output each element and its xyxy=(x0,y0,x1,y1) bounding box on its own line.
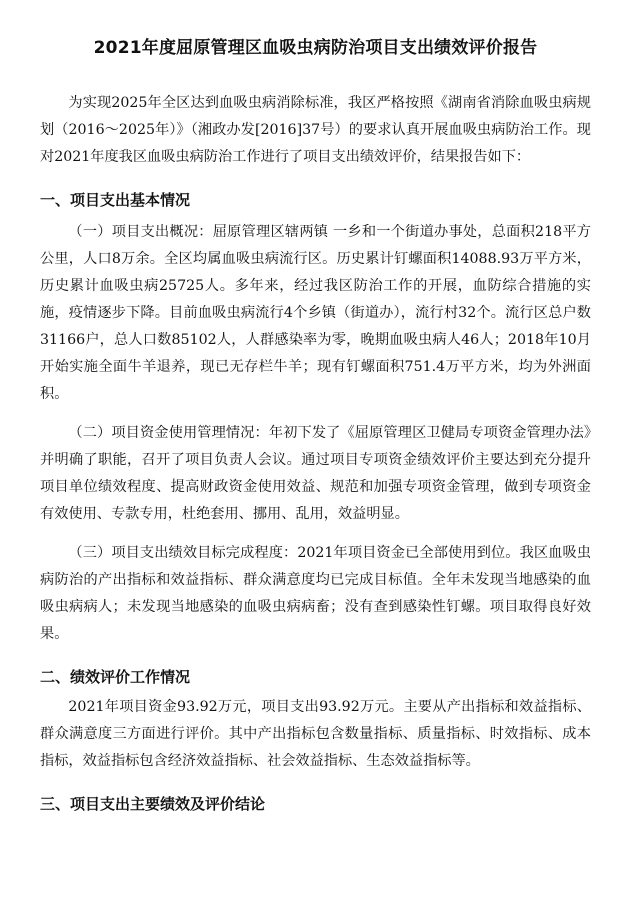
section-1-heading: 一、项目支出基本情况 xyxy=(40,191,191,209)
section-1-paragraph-2: （二）项目资金使用管理情况：年初下发了《屈原管理区卫健局专项资金管理办法》并明确了职能，召开了项目负责人会议。通过项目专项资金绩效评价主要达到充分提升项目单位绩效程度、提高财政资金使用效益、规范和加强专项资金管理，做到专项资金有效使用、专款专用，杜绝套用、挪用、乱用，效益明显。 xyxy=(40,425,591,522)
section-2-paragraph-1: 2021年项目资金93.92万元，项目支出93.92万元。主要从产出指标和效益指标、群众满意度三方面进行评价。其中产出指标包含数量指标、质量指标、时效指标、成本指标，效益指标包含经济效益指标、社会效益指标、生态效益指标等。 xyxy=(40,699,591,769)
section-1-paragraph-1: （一）项目支出概况：屈原管理区辖两镇 一乡和一个街道办事处，总面积218平方公里，人口8万余。全区均属血吸虫病流行区。历史累计钉螺面积14088.93万平方米，历史累计血吸虫病25725人。多年来，经过我区防治工作的开展，血防综合措施的实施，疫情逐步下降。目前血吸虫病流行4个乡镇（街道办），流行村32个。流行区总户数31166户，总人口数85102人，人群感染率为零，晚期血吸虫病人46人；2018年10月开始实施全面牛羊退养，现已无存栏牛羊；现有钉螺面积751.4万平方米，均为外洲面积。 xyxy=(40,224,591,402)
section-2-heading: 二、绩效评价工作情况 xyxy=(40,668,191,686)
section-1-paragraph-3: （三）项目支出绩效目标完成程度：2021年项目资金已全部使用到位。我区血吸虫病防治的产出指标和效益指标、群众满意度均已完成目标值。全年未发现当地感染的血吸虫病病人；未发现当地感染的血吸虫病病畜；没有查到感染性钉螺。项目取得良好效果。 xyxy=(40,545,591,642)
section-3-heading: 三、项目支出主要绩效及评价结论 xyxy=(40,795,266,813)
document-title: 2021年度屈原管理区血吸虫病防治项目支出绩效评价报告 xyxy=(93,38,538,58)
intro-paragraph: 为实现2025年全区达到血吸虫病消除标准，我区严格按照《湖南省消除血吸虫病规划（2016～2025年）》（湘政办发[2016]37号）的要求认真开展血吸虫病防治工作。现对2021年度我区血吸虫病防治工作进行了项目支出绩效评价，结果报告如下： xyxy=(40,95,591,165)
